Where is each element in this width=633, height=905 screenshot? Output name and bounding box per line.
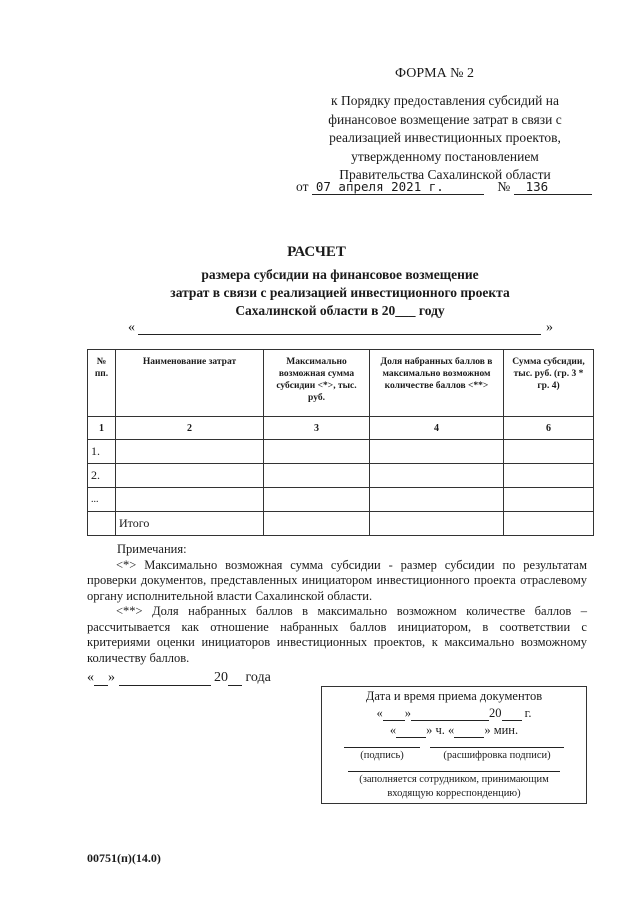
header-subsidy-amount: Сумма субсидии, тыс. руб. (гр. 3 * гр. 4) [504,350,594,417]
resolution-date-line [296,179,588,195]
table-cell[interactable] [504,464,594,488]
total-label: Итого [116,512,264,536]
note-score-share: <**> Доля набранных баллов в максимально возможном количестве баллов – рассчитывается как отношение набранных баллов инициатором, в соответствии с критериями оценки инициаторов инвестиционных проектов, к максимально возможному количеству баллов. [87,604,587,665]
row-number: 2. [88,464,116,488]
row-number: ... [88,488,116,512]
month-blank[interactable] [119,671,211,686]
document-title: РАСЧЕТ [287,244,346,260]
column-number: 6 [504,417,594,440]
note-max-subsidy: <*> Максимально возможная сумма субсидии - размер субсидии по результатам проверки документов, представленных инициатором инвестиционного проекта отраслевому органу исполнительной власти Сахалинской области. [87,557,587,603]
notes-heading: Примечания: [117,542,187,556]
column-number: 2 [116,417,264,440]
table-cell[interactable] [264,512,370,536]
signature-decode-label: (расшифровка подписи) [443,750,551,761]
signature-decode-line[interactable] [430,747,564,748]
employee-line[interactable] [348,771,560,772]
quote-open: « [128,320,135,335]
table-cell[interactable] [504,488,594,512]
signature-label: (подпись) [360,750,404,761]
form-code: 00751(п)(14.0) [87,851,161,865]
hours-suffix: » ч. « [426,723,455,737]
day-blank[interactable] [94,671,108,686]
receipt-month-blank[interactable] [411,708,489,721]
quote-close: » [546,320,553,335]
table-cell [88,512,116,536]
header-cost-name: Наименование затрат [116,350,264,417]
column-number-row [88,417,594,440]
receipt-title: Дата и время приема документов [365,689,543,703]
form-number: ФОРМА № 2 [395,66,475,81]
header-max-subsidy: Максимально возможная сумма субсидии <*>, тыс. руб. [264,350,370,417]
table-cell[interactable] [116,440,264,464]
signature-line[interactable] [344,747,420,748]
calculation-table [87,349,594,536]
year-prefix: 20 [214,670,228,685]
approval-line: финансовое возмещение затрат в связи с [328,111,562,127]
header-number: № пп. [88,350,116,417]
receipt-box [321,686,587,804]
table-cell[interactable] [264,440,370,464]
number-prefix: № [497,179,511,194]
table-cell[interactable] [370,488,504,512]
filled-by-note-line: (заполняется сотрудником, принимающим [359,774,549,785]
column-number: 3 [264,417,370,440]
document-subtitle [120,266,560,320]
table-cell[interactable] [116,488,264,512]
receipt-time-line[interactable] [322,723,586,738]
table-cell[interactable] [504,512,594,536]
quote-close: » [108,670,115,685]
quote-open: « [376,706,383,720]
receipt-hours-blank[interactable] [396,725,426,738]
table-row [88,440,594,464]
resolution-date: 07 апреля 2021 г. [312,179,484,195]
approval-line: утвержденному постановлением [351,148,539,164]
receipt-minutes-blank[interactable] [454,725,484,738]
project-name-underline [138,334,541,335]
row-number: 1. [88,440,116,464]
notes-section [87,542,587,666]
submission-date-field[interactable] [87,670,271,686]
quote-close: » [404,706,412,720]
subtitle-line: затрат в связи с реализацией инвестиционного проекта [170,285,510,300]
approval-reference [300,92,590,185]
table-cell[interactable] [504,440,594,464]
table-cell[interactable] [116,464,264,488]
table-cell[interactable] [264,488,370,512]
subtitle-line: Сахалинской области в 20___ году [235,303,445,318]
date-prefix: от [296,179,309,194]
table-row [88,464,594,488]
table-cell[interactable] [370,440,504,464]
minutes-suffix: » мин. [484,723,519,737]
table-cell[interactable] [370,464,504,488]
approval-line: Правительства Сахалинской области [339,167,551,182]
approval-line: к Порядку предоставления субсидий на [331,93,559,108]
filled-by-note-line: входящую корреспонденцию) [387,788,521,799]
table-cell[interactable] [370,512,504,536]
column-number: 4 [370,417,504,440]
column-number: 1 [88,417,116,440]
year-suffix: г. [524,706,532,720]
quote-open: « [87,670,94,685]
table-header-row [88,350,594,417]
subtitle-line: размера субсидии на финансовое возмещение [201,267,479,282]
header-score-share: Доля набранных баллов в максимально возможном количестве баллов <**> [370,350,504,417]
receipt-year-blank[interactable] [502,708,522,721]
approval-line: реализацией инвестиционных проектов, [329,130,561,145]
total-row [88,512,594,536]
year-suffix: года [245,670,271,685]
table-row [88,488,594,512]
year-prefix: 20 [489,706,502,720]
year-blank[interactable] [228,671,242,686]
quote-open: « [389,723,397,737]
receipt-day-blank[interactable] [383,708,405,721]
receipt-date-line[interactable] [322,706,586,721]
table-cell[interactable] [264,464,370,488]
resolution-number: 136 [514,179,592,195]
